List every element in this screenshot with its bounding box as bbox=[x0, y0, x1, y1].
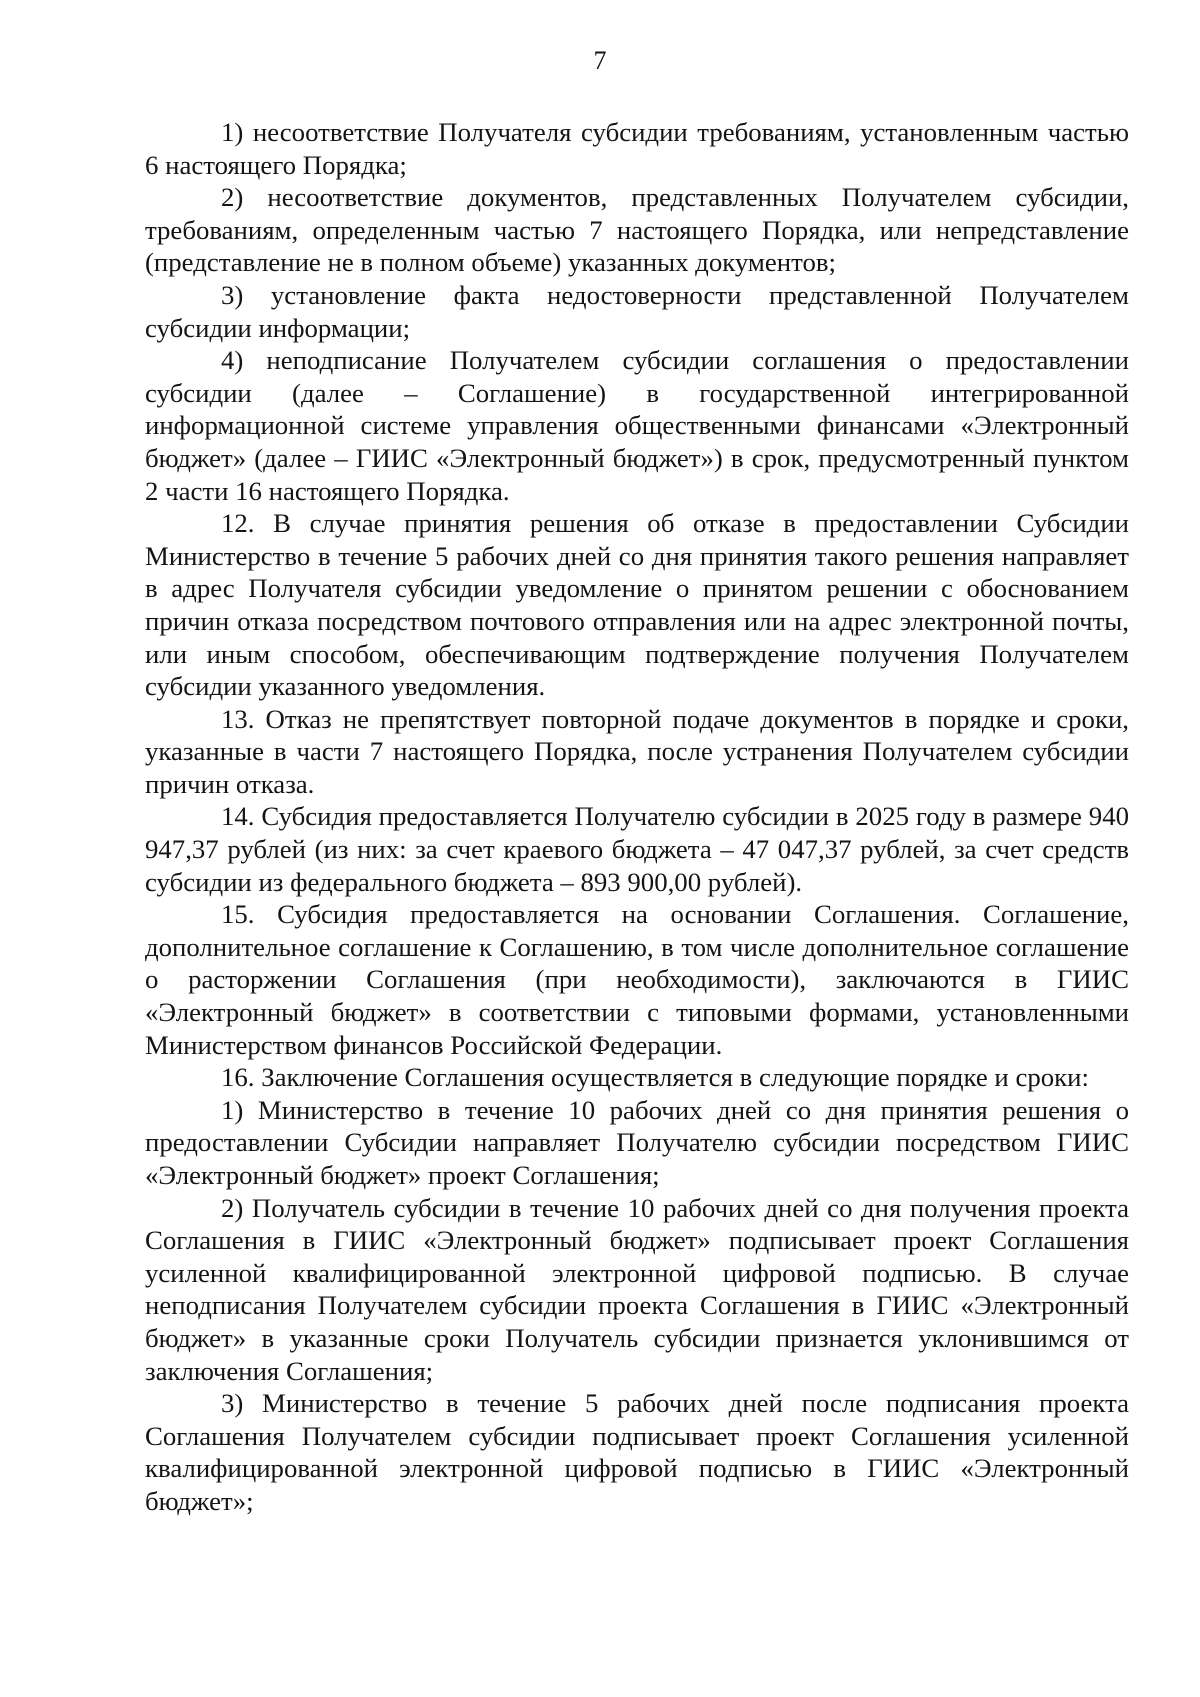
paragraph-section-13: 13. Отказ не препятствует повторной подаче документов в порядке и сроки, указанные в части 7 настоящего Порядка, после устранения Получателем субсидии причин отказа. bbox=[145, 703, 1129, 799]
paragraph-item-4-agreement-not-signed: 4) неподписание Получателем субсидии соглашения о предоставлении субсидии (далее – Соглашение) в государственной интегрированной информационной системе управления общественными финансами «Электронный бюджет» (далее – ГИИС «Электронный бюджет») в срок, предусмотренный пунктом 2 части 16 настоящего Порядка. bbox=[145, 345, 1129, 506]
paragraph-item-1-nonconformity-recipient: 1) несоответствие Получателя субсидии требованиям, установленным частью 6 настоящего Порядка; bbox=[145, 117, 1129, 180]
paragraph-section-16-item-2: 2) Получатель субсидии в течение 10 рабочих дней со дня получения проекта Соглашения в ГИИС «Электронный бюджет» подписывает проект Соглашения усиленной квалифицированной электронной цифровой подписью. В случае неподписания Получателем субсидии проекта Соглашения в ГИИС «Электронный бюджет» в указанные сроки Получатель субсидии признается уклонившимся от заключения Соглашения; bbox=[145, 1192, 1129, 1386]
paragraph-section-16: 16. Заключение Соглашения осуществляется в следующие порядке и сроки: bbox=[221, 1062, 1089, 1093]
paragraph-section-12: 12. В случае принятия решения об отказе в предоставлении Субсидии Министерство в течение 5 рабочих дней со дня принятия такого решения направляет в адрес Получателя субсидии уведомление о принятом решении с обоснованием причин отказа посредством почтового отправления или на адрес электронной почты, или иным способом, обеспечивающим подтверждение получения Получателем субсидии указанного уведомления. bbox=[145, 508, 1129, 702]
page-number: 7 bbox=[593, 46, 607, 75]
paragraph-item-3-false-information: 3) установление факта недостоверности представленной Получателем субсидии информации; bbox=[145, 279, 1129, 343]
paragraph-item-2-nonconformity-documents: 2) несоответствие документов, представленных Получателем субсидии, требованиям, определенным частью 7 настоящего Порядка, или непредставление (представление не в полном объеме) указанных документов; bbox=[145, 182, 1129, 278]
paragraph-section-14: 14. Субсидия предоставляется Получателю субсидии в 2025 году в размере 940 947,37 рублей (из них: за счет краевого бюджета – 47 047,37 рублей, за счет средств субсидии из федерального бюджета – 893 900,00 рублей). bbox=[145, 801, 1129, 897]
document-body bbox=[145, 116, 1129, 1518]
paragraph-section-15: 15. Субсидия предоставляется на основании Соглашения. Соглашение, дополнительное соглашение к Соглашению, в том числе дополнительное соглашение о расторжении Соглашения (при необходимости), заключаются в ГИИС «Электронный бюджет» в соответствии с типовыми формами, установленными Министерством финансов Российской Федерации. bbox=[145, 899, 1129, 1060]
paragraph-section-16-item-3: 3) Министерство в течение 5 рабочих дней после подписания проекта Соглашения Получателем субсидии подписывает проект Соглашения усиленной квалифицированной электронной цифровой подписью в ГИИС «Электронный бюджет»; bbox=[145, 1388, 1129, 1516]
paragraph-section-16-item-1: 1) Министерство в течение 10 рабочих дней со дня принятия решения о предоставлении Субсидии направляет Получателю субсидии посредством ГИИС «Электронный бюджет» проект Соглашения; bbox=[145, 1094, 1129, 1190]
